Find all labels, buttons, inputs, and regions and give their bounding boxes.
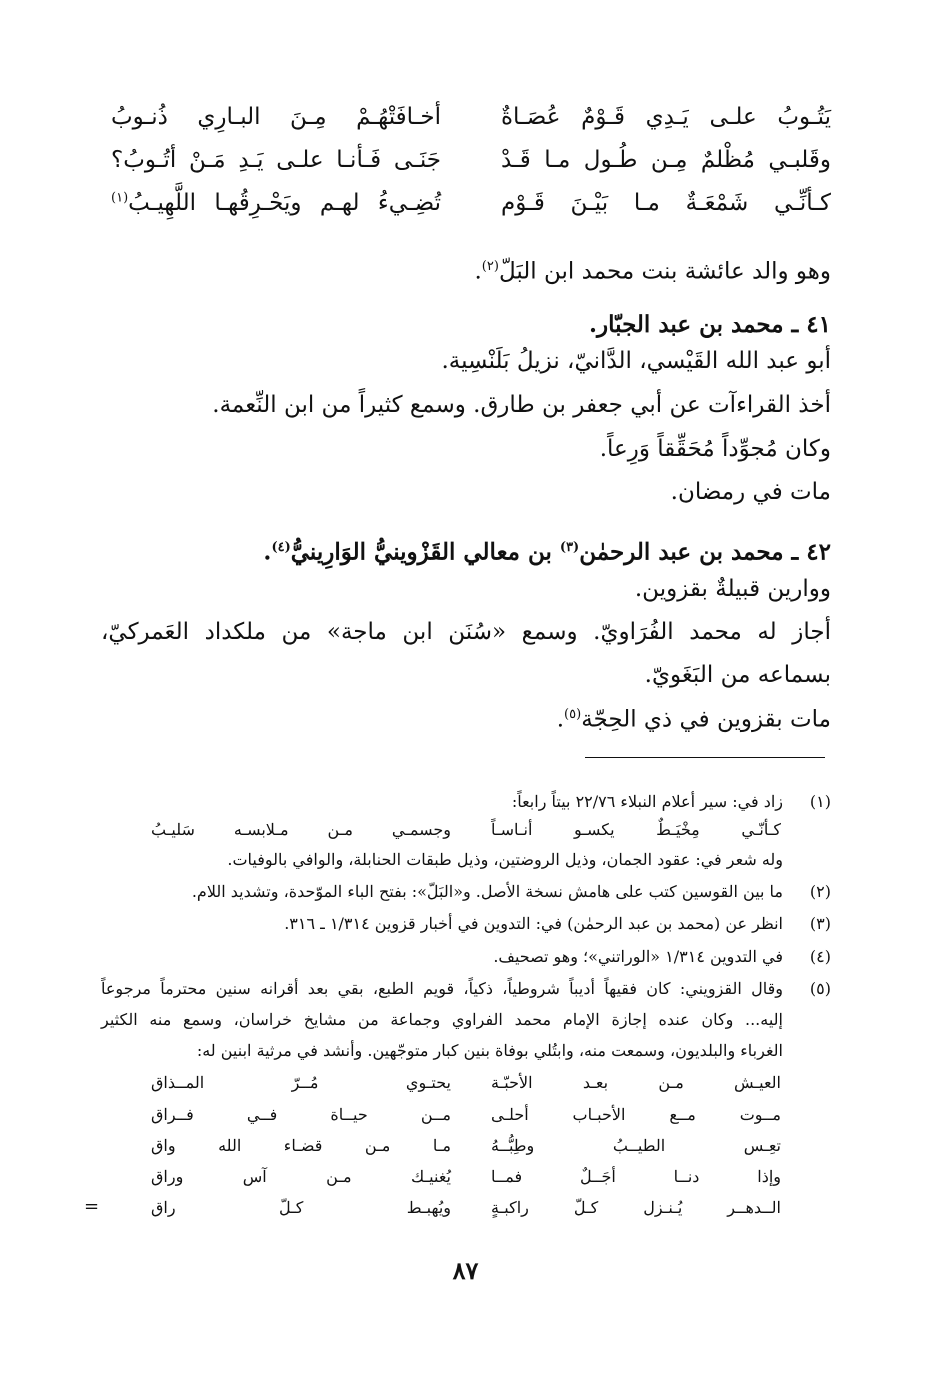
verse-hemistich-second: جَنَـى فَـأنـا علـى يَـدِ مَـنْ أتُـوبُ؟ (111, 147, 441, 173)
footnote-verse (151, 1071, 781, 1095)
footnote-verse (151, 818, 781, 842)
entry-41-heading: ٤١ ـ محمد بن عبد الجبّار. (589, 311, 831, 338)
footnote-text: ما بين القوسين كتب على هامش نسخة الأصل. و«البَلّ»: بفتح الباء الموّحدة، وتشديد اللام. (191, 882, 783, 901)
verse-hemistich-second: مـا مـن قضـاء الله واق (151, 1136, 451, 1155)
entry-42-line (101, 700, 831, 735)
entry-42-line: بسماعه من البَغَويّ. (644, 662, 831, 688)
footnote-text: في التدوين ١/٣١٤ «الوراتني»؛ وهو تصحيف. (493, 947, 783, 966)
punctuation: . (556, 706, 565, 733)
verse-hemistich-first: الــدهــر يُـنـزل كـلّ راكبـةٍ (491, 1198, 781, 1217)
note-text: وهو والد عائشة بنت محمد ابن البَلّ (498, 258, 831, 285)
verse-hemistich-second: أخـافَتْهُـمْ مِـنَ البـارِي ذُنـوبُ (111, 104, 441, 130)
footnote-ref: (٤) (271, 540, 291, 555)
footnote-verse (151, 1165, 781, 1189)
entry-41-line: أخذ القراءآت عن أبي جعفر بن طارق. وسمع كثيراً من ابن النِّعمة. (212, 392, 831, 418)
footnote-verse (151, 1196, 781, 1220)
verse-hemistich-first: كـأنّـي مِخْيَـطٌ يكسـو أنـاسـاً (491, 820, 781, 839)
heading-part: ٤٢ ـ محمد بن عبد الرحمٰن (579, 538, 831, 566)
footnote-text: انظر عن (محمد بن عبد الرحمٰن) في: التدوين في أخبار قزوين ١/٣١٤ ـ ٣١٦. (284, 914, 783, 933)
entry-41-line: أبو عبد الله القَيْسي، الدَّانيّ، نزيلُ بَلَنْسِية. (441, 348, 831, 374)
entry-42-line: أجاز له محمد الفُرَاويّ. وسمع «سُنَن ابن ماجة» من ملكداد العَمركيّ، (101, 619, 831, 645)
verse-hemistich-first: تعِـس الطيــبُ وطِبُّــهُ (491, 1136, 781, 1155)
verse-hemistich-second: وجسمـي مـن مـلابسـه سَليـبُ (151, 820, 451, 839)
poem-verse-1 (101, 104, 831, 142)
verse-hemistich-first: وقَلبـي مُظْلمٌ مِـن طُـول مـا قَـدْ (501, 147, 831, 173)
verse-hemistich-first: مــوت مــع الأحبـاب أحلـى (491, 1105, 781, 1124)
footnote-number: (٥) (809, 979, 831, 998)
poem-verse-3 (101, 190, 831, 228)
verse-hemistich-first: كـأنِّـي شَمْعَـةٌ مـا بَيْـنَ قَـوْم (501, 190, 831, 216)
verse-hemistich-first: يَتُـوبُ علـى يَـدِي قَـوْمٌ عُصَـاةٌ (501, 104, 831, 130)
verse-hemistich-second: يُغنيـك مـن آس وراق (151, 1167, 451, 1186)
footnote-number: (١) (809, 792, 831, 811)
verse-hemistich-first: وإذا دنــا أجَــلٌ فمــا (491, 1167, 781, 1186)
footnote-verse (151, 1134, 781, 1158)
line-text: مات بقزوين في ذي الحِجّة (581, 706, 831, 733)
note-line (101, 252, 831, 287)
punctuation: . (474, 258, 482, 285)
verse-hemistich-second (111, 190, 441, 216)
verse-hemistich-second: ويُهبـط كـلّ راق (151, 1198, 451, 1217)
footnote-number: (٤) (809, 947, 831, 966)
footnote-verse (151, 1103, 781, 1127)
footnote-ref: (٥) (564, 707, 582, 722)
verse-hemistich-second: يحتـوي مُــرّ المــذاق (151, 1073, 451, 1092)
footnote-text: وله شعر في: عقود الجمان، وذيل الروضتين، وذيل طبقات الحنابلة، والوافي بالوفيات. (227, 850, 783, 869)
footnote-text: وقال القزويني: كان فقيهاً أديباً شروطياً، ذكياً، قويم الطبع، بقي بعد أقرانه سنين محترماً مرجوعاً (101, 979, 783, 998)
footnote-ref: (٢) (481, 259, 499, 274)
entry-42-line: ووارين قبيلةٌ بقزوين. (634, 576, 831, 602)
page-number: ٨٧ (452, 1256, 479, 1285)
verse-text: تُضِـيءُ لهـم ويَحْـرِقُهـا اللَّهِيـبُ (128, 190, 441, 216)
footnote-text: زاد في: سير أعلام النبلاء ٢٢/٧٦ بيتاً رابعاً: (511, 792, 783, 811)
footnote-number: (٣) (809, 914, 831, 933)
heading-part: بن معالي القَزْوينيُّ الوَارِينيُّ (290, 538, 560, 566)
poem-verse-2 (101, 147, 831, 185)
entry-41-line: وكان مُجوِّداً مُحَقِّقاً وَرِعاً. (599, 436, 831, 462)
verse-hemistich-first: العيـش مـن بعـد الأحبّـة (491, 1073, 781, 1092)
footnote-separator (585, 757, 825, 758)
footnote-number: (٢) (809, 882, 831, 901)
footnote-ref: (١) (111, 190, 129, 206)
continuation-mark: = (84, 1196, 100, 1217)
entry-41-line: مات في رمضان. (670, 479, 831, 505)
entry-42-heading (101, 533, 831, 568)
footnote-text: إليه... وكان عنده إجازة الإمام محمد الفراوي وجماعة من مشايخ خراسان، وسمع منه الكثير (101, 1010, 783, 1029)
footnote-ref: (٣) (559, 540, 580, 555)
footnote-text: الغرباء والبلديون، وسمعت منه، وابتُلي بوفاة بنين كبار متوجّهين. وأنشد في مرثية ابنين له: (196, 1041, 783, 1060)
verse-hemistich-second: مــن حيــاة فــي فــراق (151, 1105, 451, 1124)
punctuation: . (263, 538, 272, 566)
